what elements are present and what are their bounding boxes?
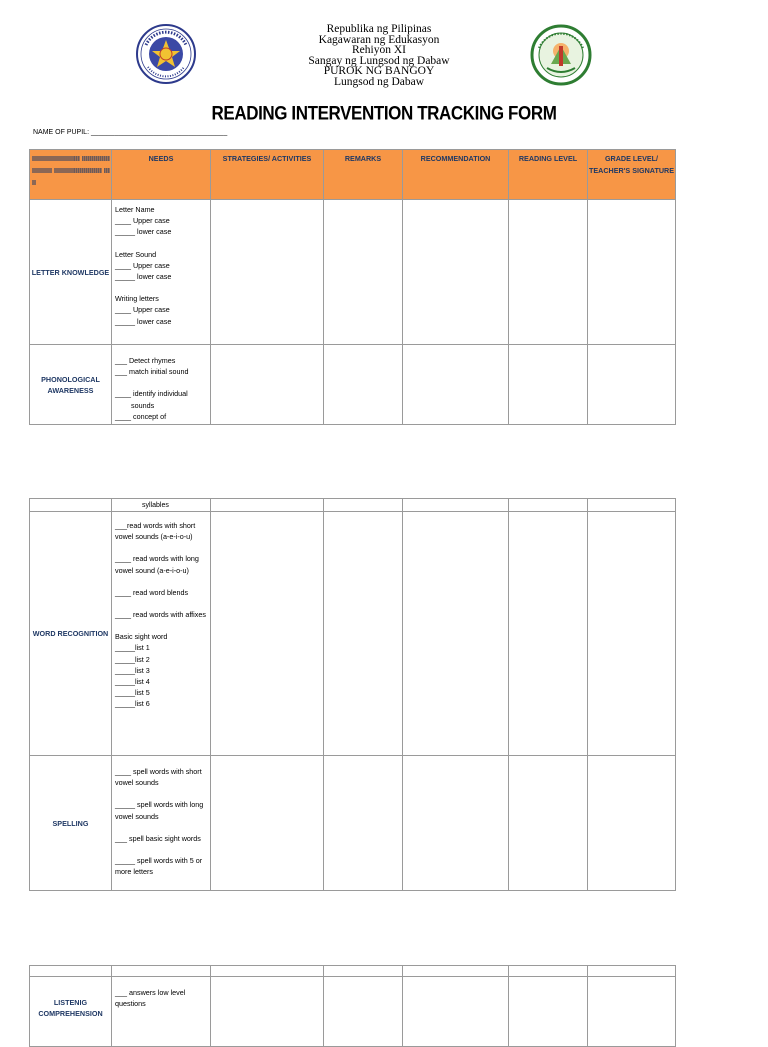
- reading-level-cell[interactable]: [509, 200, 588, 345]
- need-item: Letter Name: [115, 205, 155, 214]
- area-label: LISTENIG COMPREHENSION: [30, 977, 112, 1047]
- column-header-grade-level: GRADE LEVEL/ TEACHER'S SIGNATURE: [588, 150, 676, 200]
- need-item: ___ match initial sound: [115, 367, 189, 377]
- reading-level-cell[interactable]: [509, 512, 588, 756]
- need-item: ____ Upper case: [115, 260, 170, 270]
- need-item: _____ lower case: [115, 272, 172, 282]
- need-item: ____ read word blends: [115, 587, 189, 597]
- table-row-spelling: [30, 756, 676, 891]
- tracking-table-part2: [29, 498, 676, 891]
- need-item: ___ spell basic sight words: [115, 833, 201, 843]
- column-header-area: IIIIIIIIIIIIIIIIIIIIIIII IIIIIIIIIIIIIIIIIIIIIIII IIIIIIIIIIIIIIIIIIIIIIII IIIII: [30, 150, 112, 200]
- pupil-name-field[interactable]: NAME OF PUPIL: ___________________________________: [33, 129, 228, 136]
- strategies-cell[interactable]: [211, 345, 324, 425]
- remarks-cell[interactable]: [324, 200, 403, 345]
- need-item: ___ answers low level questions: [115, 988, 188, 1009]
- needs-cell: [112, 345, 211, 425]
- need-item: ____ identify individual: [115, 389, 188, 399]
- need-item: ___ Detect rhymes: [115, 356, 176, 365]
- strategies-cell[interactable]: [211, 512, 324, 756]
- need-item: _____list 1: [115, 643, 150, 653]
- table-row-word-recognition: [30, 512, 676, 756]
- area-label: WORD RECOGNITION: [30, 512, 112, 756]
- header-line: Sangay ng Lungsod ng Dabaw: [308, 54, 450, 67]
- column-header-needs: NEEDS: [112, 150, 211, 200]
- header-line: Republika ng Pilipinas: [326, 23, 432, 35]
- column-header-remarks: REMARKS: [324, 150, 403, 200]
- need-item: _____ lower case: [115, 316, 172, 326]
- area-label: PHONOLOGICAL AWARENESS: [30, 345, 112, 425]
- need-item: _____list 5: [115, 688, 150, 698]
- need-item: _____list 4: [115, 677, 150, 687]
- need-item: ____ spell words with short vowel sounds: [115, 767, 204, 788]
- recommendation-cell[interactable]: [403, 977, 509, 1047]
- need-item: _____list 6: [115, 699, 150, 709]
- table-row-syllables: [30, 499, 676, 512]
- recommendation-cell[interactable]: [403, 345, 509, 425]
- need-item: sounds: [115, 400, 155, 410]
- recommendation-cell[interactable]: [403, 512, 509, 756]
- need-item: ____ read words with affixes: [115, 610, 206, 620]
- header-line: PUROK NG BANGOY: [323, 65, 435, 77]
- remarks-cell[interactable]: [324, 345, 403, 425]
- need-item: Basic sight word: [115, 632, 168, 642]
- need-item: ____ concept of: [115, 411, 167, 421]
- need-item: ____ read words with long vowel sound (a-e-i-o-u): [115, 554, 201, 575]
- grade-level-cell[interactable]: [588, 756, 676, 891]
- reading-level-cell[interactable]: [509, 977, 588, 1047]
- strategies-cell[interactable]: [211, 200, 324, 345]
- reading-level-cell[interactable]: [509, 345, 588, 425]
- needs-cell: [112, 512, 211, 756]
- tracking-table-part1: [29, 149, 676, 425]
- recommendation-cell[interactable]: [403, 200, 509, 345]
- agency-header: [270, 24, 488, 87]
- recommendation-cell[interactable]: [403, 756, 509, 891]
- grade-level-cell[interactable]: [588, 200, 676, 345]
- header-line: Lungsod ng Dabaw: [333, 75, 425, 88]
- need-item: _____ spell words with long vowel sounds: [115, 800, 206, 821]
- table-row-blank: [30, 966, 676, 977]
- column-header-strategies: STRATEGIES/ ACTIVITIES: [211, 150, 324, 200]
- table-row-letter-knowledge: [30, 200, 676, 345]
- need-item: Letter Sound: [115, 249, 157, 259]
- davao-division-logo: [529, 24, 593, 86]
- needs-cell: [112, 977, 211, 1047]
- deped-seal-logo: [134, 23, 198, 85]
- reading-level-cell[interactable]: [509, 756, 588, 891]
- tracking-table-part3: [29, 965, 676, 1047]
- need-item: ____ Upper case: [115, 305, 170, 315]
- remarks-cell[interactable]: [324, 977, 403, 1047]
- header-line: Rehiyon XI: [352, 44, 406, 56]
- strategies-cell[interactable]: [211, 977, 324, 1047]
- form-title: READING INTERVENTION TRACKING FORM: [211, 102, 557, 125]
- remarks-cell[interactable]: [324, 512, 403, 756]
- need-item: ___read words with short vowel sounds (a-e-i-o-u): [115, 521, 198, 542]
- area-label: SPELLING: [30, 756, 112, 891]
- grade-level-cell[interactable]: [588, 512, 676, 756]
- grade-level-cell[interactable]: [588, 345, 676, 425]
- area-label: LETTER KNOWLEDGE: [30, 200, 112, 345]
- need-item: syllables: [112, 499, 211, 512]
- needs-cell: [112, 200, 211, 345]
- table-row-listening: [30, 977, 676, 1047]
- need-item: _____list 2: [115, 654, 150, 664]
- grade-level-cell[interactable]: [588, 977, 676, 1047]
- header-row: [30, 150, 676, 200]
- need-item: _____list 3: [115, 665, 150, 675]
- needs-cell: [112, 756, 211, 891]
- need-item: _____ spell words with 5 or more letters: [115, 856, 205, 877]
- need-item: Writing letters: [115, 294, 159, 304]
- strategies-cell[interactable]: [211, 756, 324, 891]
- table-row-phonological: [30, 345, 676, 425]
- header-line: Kagawaran ng Edukasyon: [318, 33, 440, 46]
- column-header-reading-level: READING LEVEL: [509, 150, 588, 200]
- need-item: ____ Upper case: [115, 216, 170, 226]
- column-header-recommendation: RECOMMENDATION: [403, 150, 509, 200]
- remarks-cell[interactable]: [324, 756, 403, 891]
- need-item: _____ lower case: [115, 227, 172, 237]
